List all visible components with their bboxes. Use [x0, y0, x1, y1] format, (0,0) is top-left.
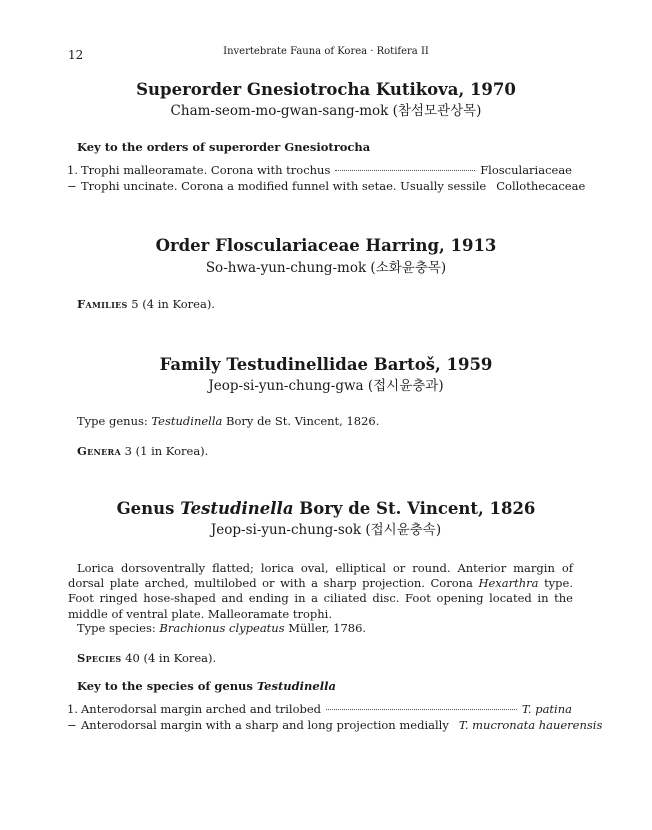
order-title: Order Flosculariaceae Harring, 1913 — [155, 236, 497, 255]
type-genus-author: Bory de St. Vincent, 1826. — [226, 414, 380, 428]
families-label: Families — [77, 297, 128, 311]
type-species-label: Type species: — [77, 621, 156, 635]
families-count — [77, 297, 215, 311]
type-genus-name: Testudinella — [151, 414, 223, 428]
genus-description — [68, 561, 573, 622]
key-orders-heading: Key to the orders of superorder Gnesiotrocha — [77, 140, 371, 154]
key-line-text: Anterodorsal margin arched and trilobed — [81, 702, 322, 716]
genera-count — [77, 444, 208, 458]
species-count — [77, 651, 216, 665]
key-line-result: T. mucronata hauerensis — [458, 718, 603, 732]
leader-dots — [326, 709, 517, 710]
genus-title-name: Testudinella — [180, 499, 294, 518]
genus-title-prefix: Genus — [116, 499, 175, 518]
page-number: 12 — [68, 48, 84, 62]
key-line-result: T. patina — [521, 702, 572, 716]
key-line-text: Trophi malleoramate. Corona with trochus — [81, 163, 331, 177]
family-korean-name: Jeop-si-yun-chung-gwa (접시윤충과) — [208, 378, 444, 394]
type-species-name: Brachionus clypeatus — [159, 621, 285, 635]
type-genus-label: Type genus: — [77, 414, 148, 428]
genus-korean-name: Jeop-si-yun-chung-sok (접시윤충속) — [210, 522, 442, 538]
species-label: Species — [77, 651, 122, 665]
key-species-heading-genus: Testudinella — [256, 679, 336, 693]
leader-dots — [335, 170, 475, 171]
key-orders-line — [67, 178, 586, 194]
key-species-line — [67, 701, 572, 717]
key-line-text: Trophi uncinate. Corona a modified funnel with setae. Usually sessile — [81, 179, 487, 193]
type-genus — [77, 414, 379, 428]
superorder-korean-name: Cham-seom-mo-gwan-sang-mok (참섬모관상목) — [170, 103, 482, 119]
key-line-result: Flosculariaceae — [480, 163, 572, 177]
running-title: Invertebrate Fauna of Korea · Rotifera II — [223, 46, 429, 57]
type-species-author: Müller, 1786. — [288, 621, 367, 635]
key-line-mark: 1. — [67, 702, 78, 716]
key-line-mark: − — [67, 179, 77, 193]
description-text: Lorica dorsoventrally flatted; lorica oval, elliptical or round. Anterior margin of dorsal plate arched, multilobed or with a sharp projection. Corona — [68, 561, 573, 591]
type-species — [77, 621, 366, 635]
key-species-heading-prefix: Key to the species of genus — [77, 679, 253, 693]
superorder-title: Superorder Gnesiotrocha Kutikova, 1970 — [136, 80, 516, 99]
key-line-mark: 1. — [67, 163, 78, 177]
description-italic: Hexarthra — [478, 576, 539, 591]
key-line-result: Collothecaceae — [496, 179, 586, 193]
families-value: 5 (4 in Korea). — [131, 297, 215, 311]
key-line-mark: − — [67, 718, 77, 732]
order-korean-name: So-hwa-yun-chung-mok (소화윤충목) — [205, 260, 447, 276]
genus-title-author: Bory de St. Vincent, 1826 — [299, 499, 536, 518]
species-value: 40 (4 in Korea). — [125, 651, 217, 665]
genera-label: Genera — [77, 444, 121, 458]
key-species-heading — [77, 679, 336, 693]
genus-title — [0, 499, 652, 518]
genera-value: 3 (1 in Korea). — [124, 444, 209, 458]
description-text-continued: type. Foot ringed hose-shaped and ending in a ciliated disc. Foot opening located in the middle of ventral plate. Malleoramate trophi. — [68, 576, 574, 621]
key-line-text: Anterodorsal margin with a sharp and long projection medially — [81, 718, 449, 732]
key-species-line — [67, 717, 603, 733]
family-title: Family Testudinellidae Bartoš, 1959 — [159, 355, 493, 374]
key-orders-line — [67, 162, 572, 178]
